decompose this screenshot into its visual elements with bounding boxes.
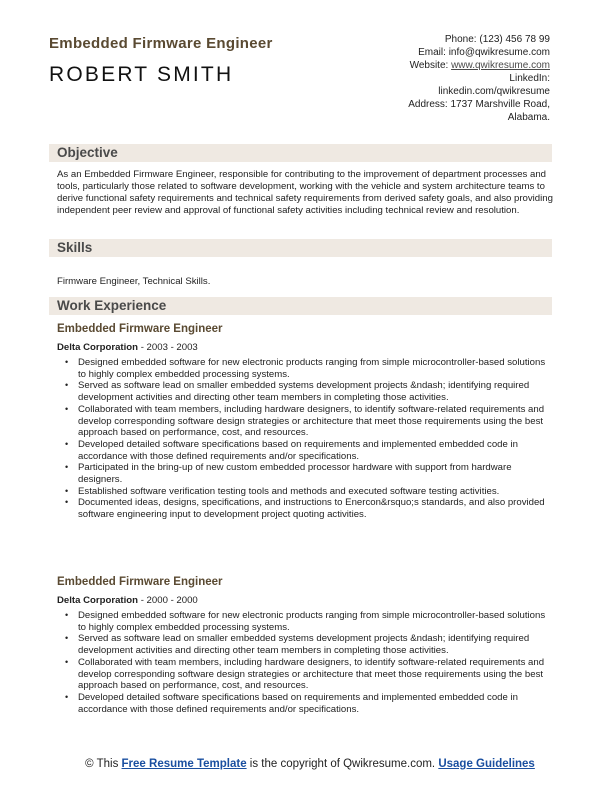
job-1-company: Delta Corporation - 2003 - 2003 [57,342,198,353]
list-item: • Developed detailed software specifications based on requirements and implemented embedded code in accordance with those defined requirements and/or specifications. [57,439,553,462]
contact-linkedin-label: LinkedIn: [509,73,550,84]
skills-header [49,239,552,257]
skills-heading: Skills [57,240,93,255]
skills-text: Firmware Engineer, Technical Skills. [57,276,211,287]
objective-text: As an Embedded Firmware Engineer, responsible for contributing to the improvement of department processes and tools, particularly those related to software development, working with the vehicle and system architecture teams to derive functional safety requirements and technical safety requirements from derived safety goals, and also providing independent peer review and approval of functional safety activities including technical review and resolution. [57,169,553,216]
list-item: • Collaborated with team members, including hardware designers, to identify software-related requirements and develop corresponding software design strategies or architecture that meet those requirements using the best approach based on performance, cost, and resources. [57,657,553,692]
contact-address-line2: Alabama. [507,112,550,123]
list-item: • Collaborated with team members, including hardware designers, to identify software-related requirements and develop corresponding software design strategies or architecture that meet those requirements using the best approach based on performance, cost, and resources. [57,404,553,439]
list-item: • Documented ideas, designs, specifications, and instructions to Enercon&rsquo;s standards, and also provided software engineering input to development project quoting activities. [57,497,553,520]
website-link[interactable]: www.qwikresume.com [451,60,550,71]
candidate-name: ROBERT SMITH [49,63,234,86]
list-item: • Participated in the bring-up of new custom embedded processor hardware with support from hardware designers. [57,462,553,485]
list-item: • Served as software lead on smaller embedded systems development projects &ndash; identifying required development activities and directing other team members in completing those activities. [57,380,553,403]
copyright-footer: © This Free Resume Template is the copyright of Qwikresume.com. Usage Guidelines [85,758,535,770]
list-item: • Designed embedded software for new electronic products ranging from simple microcontroller-based solutions to highly complex embedded processing systems. [57,610,553,633]
list-item: • Designed embedded software for new electronic products ranging from simple microcontroller-based solutions to highly complex embedded processing systems. [57,357,553,380]
list-item: • Served as software lead on smaller embedded systems development projects &ndash; identifying required development activities and directing other team members in completing those activities. [57,633,553,656]
contact-linkedin: linkedin.com/qwikresume [438,86,550,97]
job-1-title: Embedded Firmware Engineer [57,323,223,335]
list-item: • Developed detailed software specifications based on requirements and implemented embedded code in accordance with those defined requirements and/or specifications. [57,692,553,715]
list-item: • Established software verification testing tools and methods and executed software testing activities. [57,486,553,498]
contact-email: Email: info@qwikresume.com [418,47,550,58]
contact-block [300,33,550,124]
contact-address: Address: 1737 Marshville Road, [408,99,550,110]
work-experience-heading: Work Experience [57,298,167,313]
job-1-bullets [57,357,553,521]
job-2-title: Embedded Firmware Engineer [57,576,223,588]
free-resume-template-link[interactable]: Free Resume Template [121,758,247,770]
usage-guidelines-link[interactable]: Usage Guidelines [438,758,535,770]
headline-job-title: Embedded Firmware Engineer [49,35,273,52]
objective-heading: Objective [57,145,118,160]
work-experience-header [49,297,552,315]
contact-phone: Phone: (123) 456 78 99 [444,34,550,45]
contact-website: Website: www.qwikresume.com [409,60,550,71]
objective-header [49,144,552,162]
job-2-company: Delta Corporation - 2000 - 2000 [57,595,198,606]
job-2-bullets [57,610,553,715]
